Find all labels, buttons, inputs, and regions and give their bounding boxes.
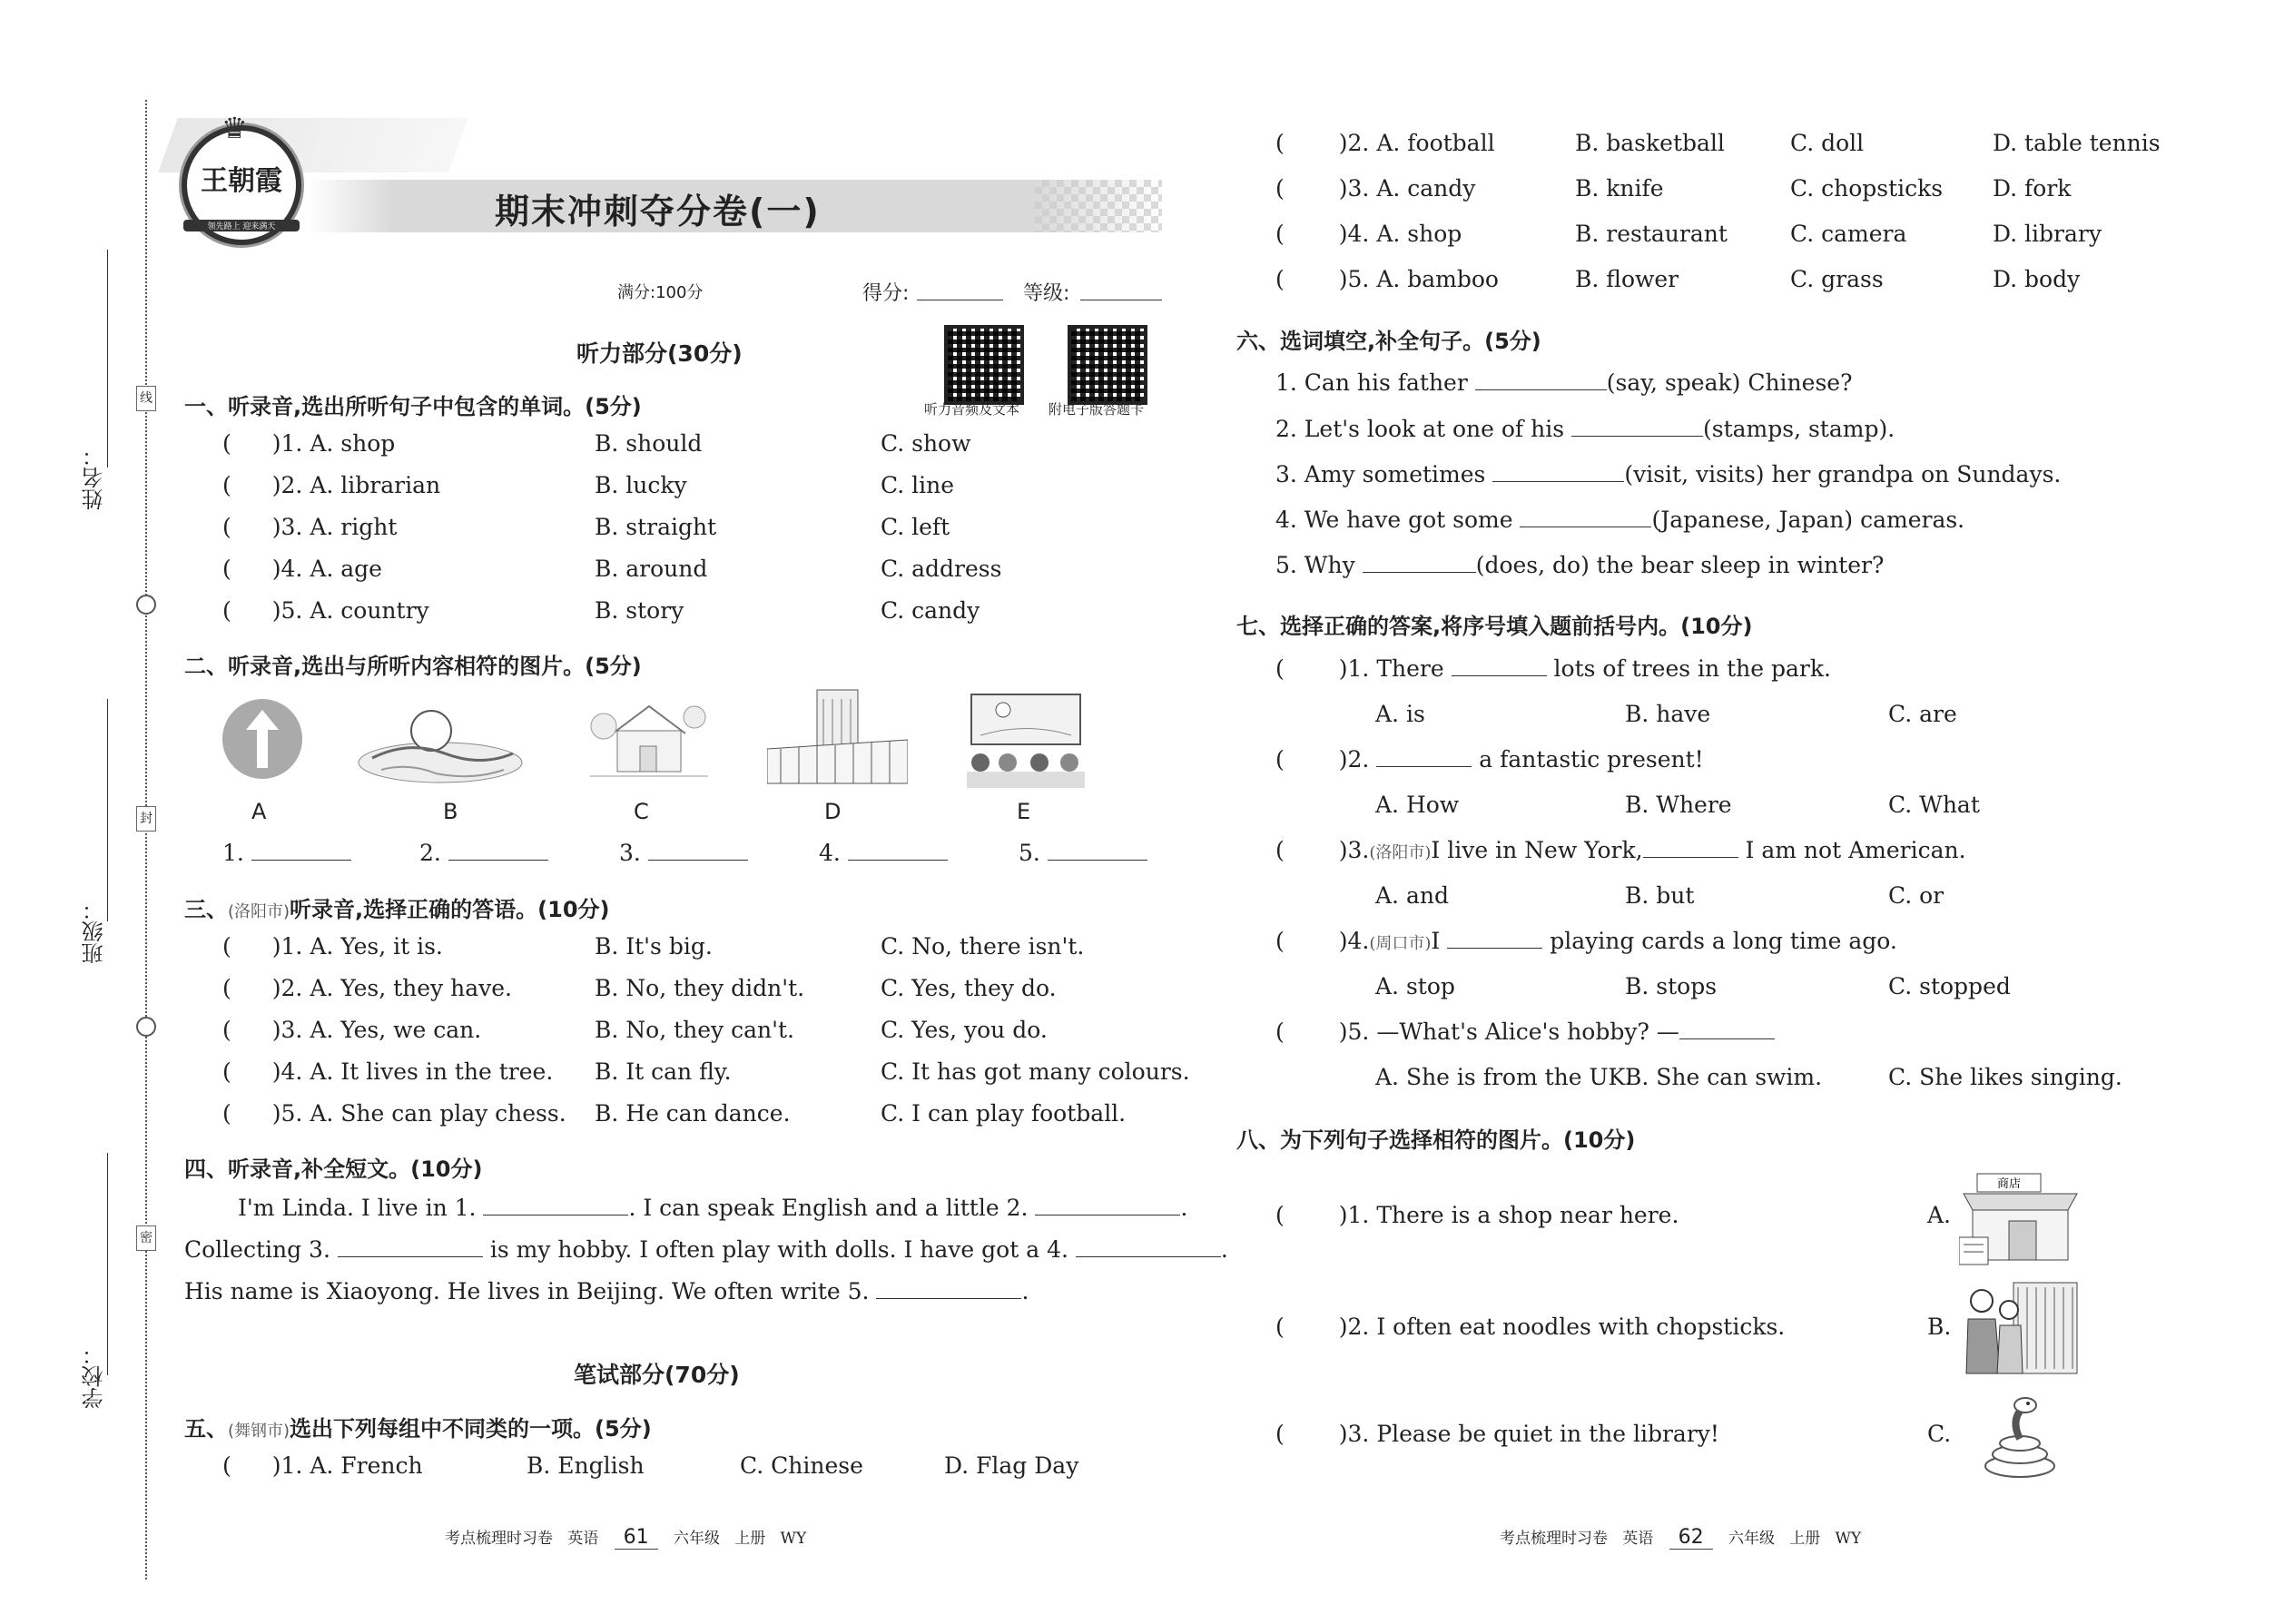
s6-item-4: 4. We have got some (Japanese, Japan) cameras.	[1275, 507, 1965, 533]
passage-line-2: Collecting 3. is my hobby. I often play with dolls. I have got a 4. .	[184, 1236, 1228, 1263]
footer-right: 考点梳理时习卷 英语 62 六年级 上册 WY	[1500, 1526, 1862, 1549]
fill-blank[interactable]	[1447, 928, 1542, 949]
answer-bracket[interactable]: (	[222, 1017, 231, 1043]
answer-bracket[interactable]: (	[1275, 266, 1285, 292]
class-line	[107, 699, 108, 921]
s8-label-c: C.	[1927, 1421, 1952, 1447]
answer-bracket[interactable]: (	[1275, 1314, 1285, 1340]
s2-blank-1: 1.	[222, 840, 351, 866]
passage-line-3: His name is Xiaoyong. He lives in Beijing. We often write 5. .	[184, 1278, 1029, 1304]
s7-q5-options: A. She is from the UK. B. She can swim. C. She likes singing.	[1375, 1064, 2122, 1090]
s3-question-2: ( )2. A. Yes, they have. B. No, they didn't. C. Yes, they do.	[222, 975, 1057, 1001]
s7-question-5: ( )5. —What's Alice's hobby? —	[1275, 1019, 1775, 1045]
answer-bracket[interactable]: (	[1275, 928, 1285, 954]
answer-bracket[interactable]: (	[1275, 175, 1285, 202]
s7-q1-options: A. is B. have C. are	[1375, 701, 1957, 727]
name-label: 姓名：	[82, 445, 107, 510]
s7-question-4: ( )4.(周口市)I playing cards a long time ago.	[1275, 928, 1897, 954]
answer-bracket[interactable]: (	[1275, 655, 1285, 682]
s1-question-1: ( )1. A. shop B. should C. show	[222, 430, 971, 457]
section-1-heading: 一、听录音,选出所听句子中包含的单词。(5分)	[184, 394, 642, 419]
section-8-heading: 八、为下列句子选择相符的图片。(10分)	[1236, 1127, 1636, 1153]
answer-bracket[interactable]: (	[1275, 837, 1285, 863]
fill-blank[interactable]	[1643, 837, 1738, 858]
shop-sign-text: 商店	[1996, 1177, 2022, 1191]
answer-bracket[interactable]: (	[222, 1452, 231, 1479]
answer-bracket[interactable]: (	[222, 472, 231, 498]
fill-blank[interactable]	[1520, 507, 1651, 527]
region-tag: (洛阳市)	[228, 902, 290, 921]
picture-label-c: C	[634, 799, 649, 824]
region-tag: (舞钢市)	[228, 1422, 290, 1441]
s1-question-4: ( )4. A. age B. around C. address	[222, 556, 1002, 582]
section-6-heading: 六、选词填空,补全句子。(5分)	[1236, 329, 1541, 354]
s8-label-b: B.	[1927, 1314, 1952, 1340]
s7-q3-options: A. and B. but C. or	[1375, 882, 1944, 909]
page-number: 61	[615, 1526, 658, 1550]
s3-question-3: ( )3. A. Yes, we can. B. No, they can't. C. Yes, you do.	[222, 1017, 1048, 1043]
footer-left: 考点梳理时习卷 英语 61 六年级 上册 WY	[445, 1526, 807, 1549]
answer-bracket[interactable]: (	[222, 1058, 231, 1085]
section-3-heading: 三、(洛阳市)听录音,选择正确的答语。(10分)	[184, 897, 610, 922]
section-2-heading: 二、听录音,选出与所听内容相符的图片。(5分)	[184, 654, 642, 679]
picture-e-classroom	[962, 690, 1089, 790]
s1-question-5: ( )5. A. country B. story C. candy	[222, 597, 980, 624]
written-section-header: 笔试部分(70分)	[574, 1362, 740, 1388]
s6-item-2: 2. Let's look at one of his (stamps, stamp).	[1275, 416, 1895, 442]
name-line	[107, 250, 108, 468]
passage-blank-2[interactable]	[1035, 1195, 1180, 1216]
fill-blank[interactable]	[1679, 1019, 1775, 1039]
passage-line-1: I'm Linda. I live in 1. . I can speak English and a little 2. .	[238, 1195, 1188, 1221]
answer-bracket[interactable]: (	[222, 1100, 231, 1127]
up-arrow-icon	[222, 699, 302, 779]
answer-bracket[interactable]: (	[222, 556, 231, 582]
section-4-heading: 四、听录音,补全短文。(10分)	[184, 1156, 483, 1182]
answer-bracket[interactable]: (	[1275, 221, 1285, 247]
picture-library-people	[1959, 1278, 2082, 1378]
s5-question-2: ( )2. A. football B. basketball C. doll D. table tennis	[1275, 130, 2161, 156]
s5-question-3: ( )3. A. candy B. knife C. chopsticks D. fork	[1275, 175, 2072, 202]
s7-question-1: ( )1. There lots of trees in the park.	[1275, 655, 1831, 682]
s8-question-2: ( )2. I often eat noodles with chopsticks.	[1275, 1314, 1786, 1340]
s7-question-3: ( )3.(洛阳市)I live in New York, I am not American.	[1275, 837, 1966, 863]
s6-item-1: 1. Can his father (say, speak) Chinese?	[1275, 369, 1853, 396]
answer-blank[interactable]	[848, 840, 948, 861]
s1-question-3: ( )3. A. right B. straight C. left	[222, 514, 950, 540]
binding-hole-icon	[136, 1017, 156, 1037]
s2-blank-2: 2.	[419, 840, 548, 866]
answer-bracket[interactable]: (	[222, 975, 231, 1001]
s3-question-1: ( )1. A. Yes, it is. B. It's big. C. No, there isn't.	[222, 933, 1085, 960]
binding-dotted-line	[145, 100, 147, 1580]
page-number: 62	[1669, 1526, 1713, 1550]
s2-blank-5: 5.	[1019, 840, 1147, 866]
qr-caption-audio: 听力音频及文本	[924, 401, 1020, 418]
fill-blank[interactable]	[1376, 746, 1472, 767]
picture-a-arrow-sign	[222, 699, 302, 779]
passage-blank-5[interactable]	[876, 1278, 1021, 1299]
picture-label-d: D	[824, 799, 842, 824]
section-7-heading: 七、选择正确的答案,将序号填入题前括号内。(10分)	[1236, 614, 1753, 639]
fill-blank[interactable]	[1475, 369, 1607, 390]
answer-bracket[interactable]: (	[1275, 1019, 1285, 1045]
picture-label-b: B	[443, 799, 458, 824]
full-score: 满分:100分	[617, 283, 704, 302]
s8-question-1: ( )1. There is a shop near here.	[1275, 1202, 1679, 1228]
s3-question-4: ( )4. A. It lives in the tree. B. It can fly. C. It has got many colours.	[222, 1058, 1190, 1085]
answer-bracket[interactable]: (	[1275, 1202, 1285, 1228]
picture-label-e: E	[1017, 799, 1031, 824]
answer-bracket[interactable]: (	[222, 514, 231, 540]
school-line	[107, 1153, 108, 1375]
section-5-heading: 五、(舞钢市)选出下列每组中不同类的一项。(5分)	[184, 1416, 652, 1442]
region-tag: (周口市)	[1369, 934, 1432, 953]
answer-blank[interactable]	[251, 840, 351, 861]
picture-c-farm-house	[586, 690, 713, 790]
fill-blank[interactable]	[1571, 416, 1703, 437]
brand-tagline: 领先路上 迎来满天	[183, 220, 300, 231]
fill-blank[interactable]	[1363, 552, 1476, 573]
binding-hole-icon	[136, 595, 156, 615]
s1-question-2: ( )2. A. librarian B. lucky C. line	[222, 472, 955, 498]
s8-label-a: A.	[1927, 1202, 1952, 1228]
answer-bracket[interactable]: (	[1275, 130, 1285, 156]
checker-decoration	[1035, 180, 1162, 232]
s7-question-2: ( )2. a fantastic present!	[1275, 746, 1704, 773]
fill-blank[interactable]	[1492, 461, 1624, 482]
s5-question-5: ( )5. A. bamboo B. flower C. grass D. body	[1275, 266, 2081, 292]
seal-mark-secret: 密	[136, 1225, 156, 1251]
picture-snake	[1974, 1389, 2065, 1480]
answer-bracket[interactable]: (	[222, 597, 231, 624]
listening-section-header: 听力部分(30分)	[576, 340, 743, 367]
fill-blank[interactable]	[1452, 655, 1547, 676]
seal-mark-line: 线	[136, 386, 156, 411]
class-label: 班级：	[82, 899, 107, 964]
s6-item-5: 5. Why (does, do) the bear sleep in winter?	[1275, 552, 1885, 578]
s5-question-1: ( )1. A. French B. English C. Chinese D. Flag Day	[222, 1452, 1079, 1479]
answer-blank[interactable]	[1048, 840, 1147, 861]
s3-question-5: ( )5. A. She can play chess. B. He can dance. C. I can play football.	[222, 1100, 1127, 1127]
s6-item-3: 3. Amy sometimes (visit, visits) her grandpa on Sundays.	[1275, 461, 2062, 487]
s2-blank-4: 4.	[819, 840, 948, 866]
crown-icon: ♛	[222, 111, 248, 145]
picture-shop	[1959, 1166, 2082, 1266]
page-title: 期末冲刺夺分卷(一)	[495, 192, 821, 231]
answer-bracket[interactable]: (	[1275, 1421, 1285, 1447]
answer-blank[interactable]	[648, 840, 748, 861]
picture-b-swimmer	[354, 690, 527, 790]
passage-blank-4[interactable]	[1076, 1236, 1221, 1257]
answer-bracket[interactable]: (	[222, 430, 231, 457]
region-tag: (洛阳市)	[1369, 843, 1432, 862]
answer-bracket[interactable]: (	[222, 933, 231, 960]
grade-label: 等级:	[1023, 282, 1070, 305]
s8-question-3: ( )3. Please be quiet in the library!	[1275, 1421, 1719, 1447]
s2-blank-3: 3.	[619, 840, 748, 866]
answer-blank[interactable]	[448, 840, 548, 861]
brand-name: 王朝霞	[201, 165, 282, 197]
picture-d-buildings	[767, 685, 908, 790]
school-label: 学校：	[82, 1343, 107, 1409]
passage-blank-1[interactable]	[483, 1195, 628, 1216]
seal-mark-seal: 封	[136, 806, 156, 832]
s7-q4-options: A. stop B. stops C. stopped	[1375, 973, 2011, 999]
s7-q2-options: A. How B. Where C. What	[1375, 792, 1980, 818]
picture-label-a: A	[251, 799, 267, 824]
s5-question-4: ( )4. A. shop B. restaurant C. camera D. library	[1275, 221, 2102, 247]
brand-logo	[182, 111, 301, 245]
score-label: 得分:	[862, 282, 910, 305]
passage-blank-3[interactable]	[338, 1236, 483, 1257]
qr-caption-card: 附电子版答题卡	[1049, 401, 1145, 418]
answer-bracket[interactable]: (	[1275, 746, 1285, 773]
qr-code-answer-card[interactable]	[1068, 325, 1147, 405]
qr-code-audio[interactable]	[944, 325, 1024, 405]
